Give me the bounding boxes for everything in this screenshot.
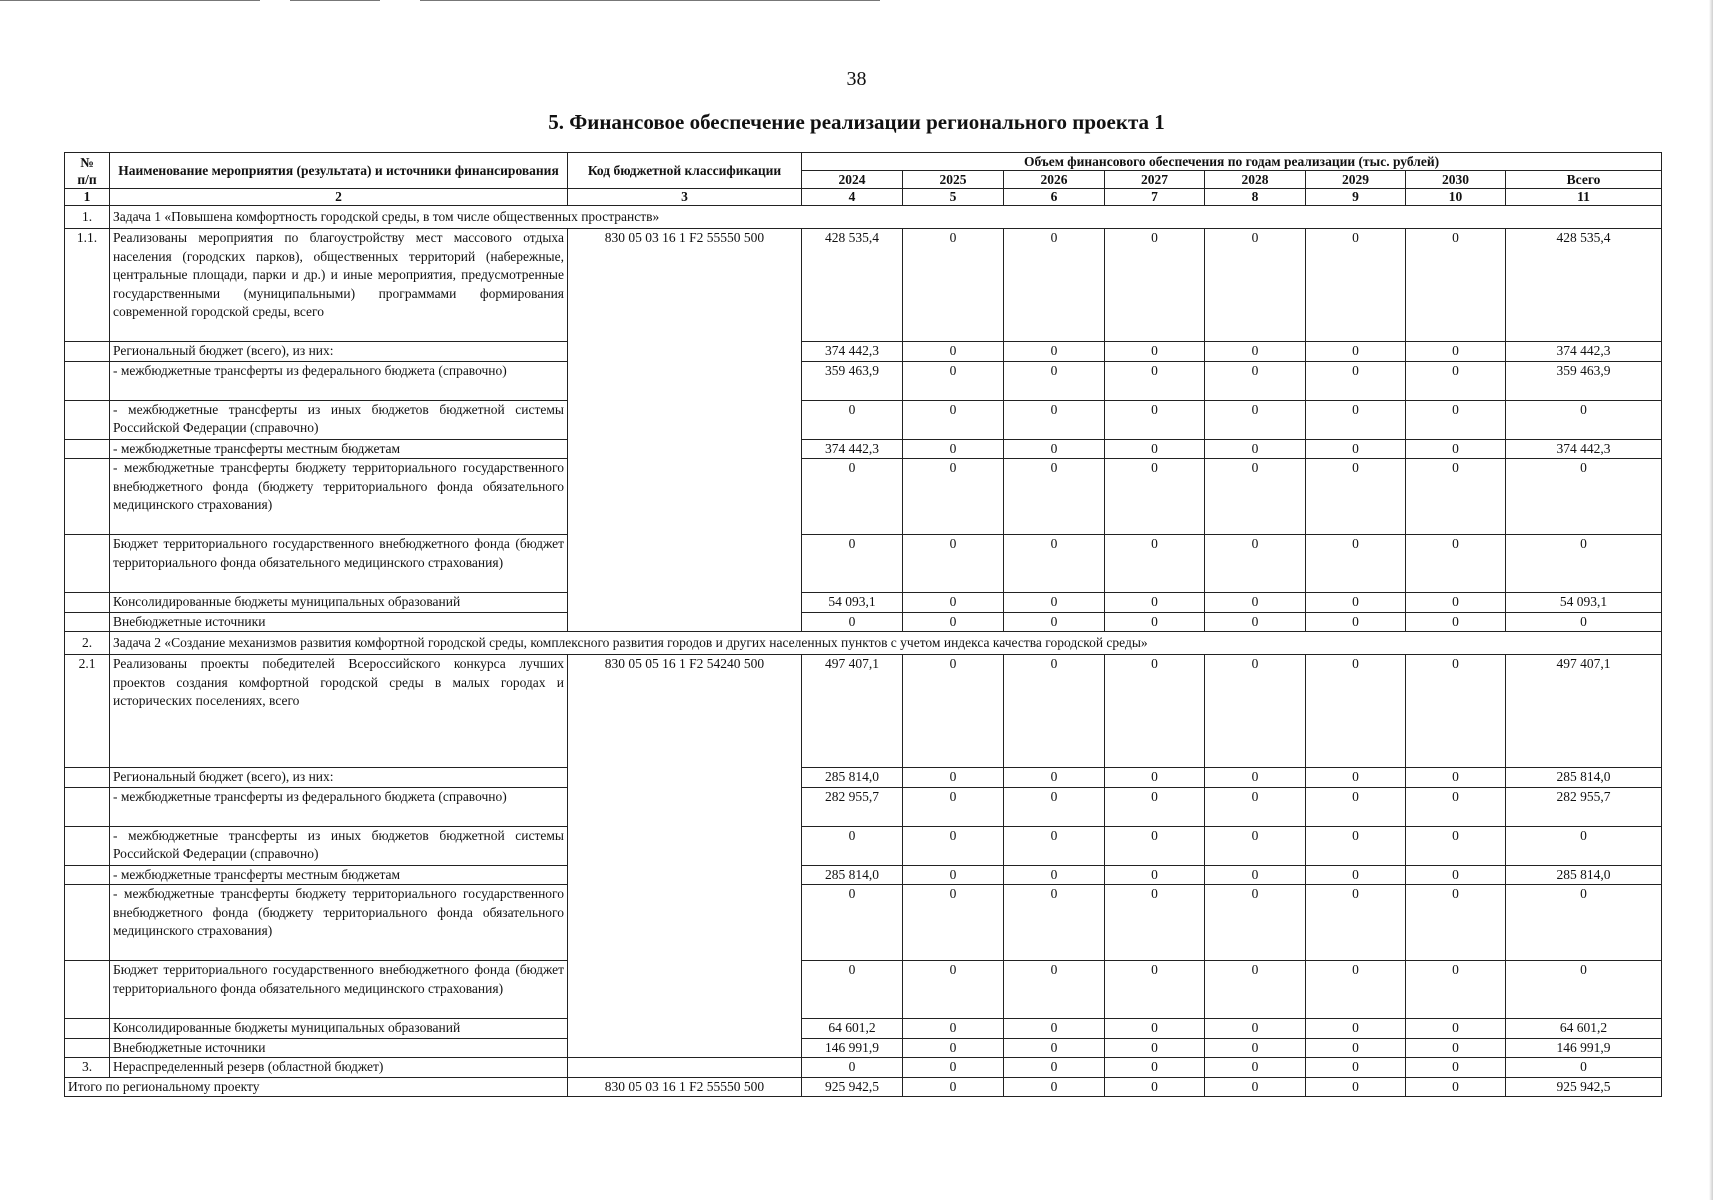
row-code — [568, 361, 802, 400]
value-cell: 0 — [1406, 400, 1506, 439]
value-cell: 0 — [1105, 593, 1205, 613]
row-num — [65, 459, 110, 535]
value-cell: 0 — [1406, 593, 1506, 613]
col-number: 1 — [65, 189, 110, 206]
value-cell: 0 — [1306, 885, 1406, 961]
scan-edge — [1709, 0, 1713, 1200]
value-cell: 0 — [903, 1077, 1004, 1097]
header-total: Всего — [1506, 171, 1662, 189]
value-cell: 0 — [802, 1058, 903, 1078]
value-cell: 0 — [903, 439, 1004, 459]
fund-budget-row — [65, 535, 1662, 593]
col-number: 4 — [802, 189, 903, 206]
task-num: 1. — [65, 206, 110, 229]
fund-budget-row — [65, 961, 1662, 1019]
value-cell: 0 — [1205, 612, 1306, 632]
value-cell: 0 — [903, 1058, 1004, 1078]
row-name: - межбюджетные трансферты из федерального бюджета (справочно) — [110, 361, 568, 400]
value-cell: 0 — [903, 593, 1004, 613]
value-cell: 0 — [1205, 1058, 1306, 1078]
header-year: 2024 — [802, 171, 903, 189]
row-code — [568, 826, 802, 865]
row-num — [65, 865, 110, 885]
row-name: - межбюджетные трансферты местным бюджетам — [110, 439, 568, 459]
value-cell: 0 — [802, 459, 903, 535]
value-cell: 374 442,3 — [802, 342, 903, 362]
row-name: Бюджет территориального государственного внебюджетного фонда (бюджет территориального фонда обязательного медицинского страхования) — [110, 535, 568, 593]
value-cell: 0 — [1004, 400, 1105, 439]
row-num — [65, 593, 110, 613]
value-cell: 0 — [1004, 593, 1105, 613]
value-cell: 0 — [903, 1019, 1004, 1039]
task-num: 2. — [65, 632, 110, 655]
value-cell: 0 — [1406, 1038, 1506, 1058]
reserve-row — [65, 1058, 1662, 1078]
value-cell: 0 — [1406, 865, 1506, 885]
municipal-budget-row — [65, 593, 1662, 613]
value-cell: 0 — [1306, 342, 1406, 362]
row-name: Консолидированные бюджеты муниципальных образований — [110, 593, 568, 613]
value-cell: 0 — [1205, 1019, 1306, 1039]
header-code: Код бюджетной классификации — [568, 153, 802, 189]
value-cell: 0 — [1205, 342, 1306, 362]
value-cell: 0 — [903, 612, 1004, 632]
row-name: Реализованы проекты победителей Всероссийского конкурса лучших проектов создания комфортной городской среды в малых городах и исторических поселениях, всего — [110, 655, 568, 768]
task-row — [65, 632, 1662, 655]
value-cell: 0 — [1205, 1077, 1306, 1097]
row-name: - межбюджетные трансферты из федерального бюджета (справочно) — [110, 787, 568, 826]
value-cell: 0 — [1205, 1038, 1306, 1058]
value-cell: 0 — [1506, 535, 1662, 593]
fund-transfers-row — [65, 885, 1662, 961]
row-num — [65, 1038, 110, 1058]
row-code: 830 05 03 16 1 F2 55550 500 — [568, 229, 802, 342]
header-num: № п/п — [65, 153, 110, 189]
value-cell: 0 — [903, 361, 1004, 400]
value-cell: 0 — [903, 865, 1004, 885]
header-year: 2028 — [1205, 171, 1306, 189]
value-cell: 0 — [1306, 593, 1406, 613]
value-cell: 0 — [802, 826, 903, 865]
value-cell: 0 — [1004, 1058, 1105, 1078]
row-num — [65, 787, 110, 826]
row-code — [568, 439, 802, 459]
value-cell: 0 — [1004, 1019, 1105, 1039]
row-code — [568, 1058, 802, 1078]
row-code — [568, 1019, 802, 1039]
col-number: 2 — [110, 189, 568, 206]
value-cell: 0 — [1105, 787, 1205, 826]
value-cell: 0 — [1205, 865, 1306, 885]
row-code — [568, 961, 802, 1019]
value-cell: 0 — [1406, 342, 1506, 362]
value-cell: 0 — [1406, 655, 1506, 768]
value-cell: 0 — [903, 400, 1004, 439]
value-cell: 0 — [802, 885, 903, 961]
value-cell: 0 — [1506, 612, 1662, 632]
value-cell: 0 — [1004, 612, 1105, 632]
municipal-budget-row — [65, 1019, 1662, 1039]
value-cell: 0 — [903, 826, 1004, 865]
value-cell: 0 — [1105, 768, 1205, 788]
local-transfers-row — [65, 865, 1662, 885]
row-code — [568, 342, 802, 362]
value-cell: 0 — [1105, 885, 1205, 961]
col-number: 10 — [1406, 189, 1506, 206]
value-cell: 0 — [1406, 361, 1506, 400]
value-cell: 0 — [1306, 961, 1406, 1019]
value-cell: 0 — [1306, 229, 1406, 342]
row-code — [568, 787, 802, 826]
value-cell: 0 — [1105, 865, 1205, 885]
value-cell: 0 — [1205, 535, 1306, 593]
value-cell: 0 — [1105, 655, 1205, 768]
other-transfers-row — [65, 400, 1662, 439]
value-cell: 0 — [1004, 229, 1105, 342]
value-cell: 0 — [1306, 612, 1406, 632]
value-cell: 0 — [1105, 342, 1205, 362]
value-cell: 282 955,7 — [802, 787, 903, 826]
value-cell: 0 — [1406, 612, 1506, 632]
row-num — [65, 826, 110, 865]
value-cell: 0 — [1406, 439, 1506, 459]
value-cell: 0 — [1205, 655, 1306, 768]
value-cell: 54 093,1 — [1506, 593, 1662, 613]
value-cell: 0 — [1306, 1058, 1406, 1078]
header-year: 2027 — [1105, 171, 1205, 189]
value-cell: 146 991,9 — [802, 1038, 903, 1058]
value-cell: 0 — [1205, 400, 1306, 439]
row-name: Консолидированные бюджеты муниципальных образований — [110, 1019, 568, 1039]
value-cell: 0 — [903, 229, 1004, 342]
header-name: Наименование мероприятия (результата) и источники финансирования — [110, 153, 568, 189]
value-cell: 359 463,9 — [802, 361, 903, 400]
value-cell: 0 — [1506, 459, 1662, 535]
row-num — [65, 400, 110, 439]
value-cell: 0 — [1306, 439, 1406, 459]
row-name: Бюджет территориального государственного внебюджетного фонда (бюджет территориального фонда обязательного медицинского страхования) — [110, 961, 568, 1019]
value-cell: 0 — [1306, 768, 1406, 788]
value-cell: 0 — [802, 961, 903, 1019]
value-cell: 0 — [1004, 1038, 1105, 1058]
value-cell: 0 — [1406, 1058, 1506, 1078]
value-cell: 0 — [1105, 439, 1205, 459]
value-cell: 285 814,0 — [802, 768, 903, 788]
value-cell: 285 814,0 — [1506, 865, 1662, 885]
regional-budget-row — [65, 768, 1662, 788]
value-cell: 0 — [1004, 439, 1105, 459]
local-transfers-row — [65, 439, 1662, 459]
value-cell: 0 — [1306, 361, 1406, 400]
col-number: 9 — [1306, 189, 1406, 206]
value-cell: 925 942,5 — [1506, 1077, 1662, 1097]
row-num — [65, 439, 110, 459]
value-cell: 0 — [903, 768, 1004, 788]
value-cell: 0 — [903, 787, 1004, 826]
total-label: Итого по региональному проекту — [65, 1077, 568, 1097]
col-number: 3 — [568, 189, 802, 206]
value-cell: 0 — [1506, 400, 1662, 439]
value-cell: 0 — [1306, 826, 1406, 865]
value-cell: 0 — [1306, 459, 1406, 535]
value-cell: 0 — [1004, 787, 1105, 826]
row-name: - межбюджетные трансферты бюджету территориального государственного внебюджетного фонда (бюджету территориального фонда обязательного медицинского страхования) — [110, 885, 568, 961]
column-numbers-row — [65, 189, 1662, 206]
value-cell: 0 — [1406, 885, 1506, 961]
value-cell: 0 — [903, 1038, 1004, 1058]
value-cell: 0 — [1205, 787, 1306, 826]
row-code — [568, 865, 802, 885]
row-code — [568, 768, 802, 788]
row-num — [65, 612, 110, 632]
value-cell: 0 — [802, 612, 903, 632]
value-cell: 0 — [1306, 400, 1406, 439]
value-cell: 0 — [1205, 885, 1306, 961]
value-cell: 0 — [1004, 1077, 1105, 1097]
value-cell: 64 601,2 — [802, 1019, 903, 1039]
value-cell: 428 535,4 — [802, 229, 903, 342]
value-cell: 0 — [1004, 961, 1105, 1019]
value-cell: 0 — [1306, 865, 1406, 885]
row-name: Внебюджетные источники — [110, 1038, 568, 1058]
value-cell: 0 — [1105, 229, 1205, 342]
row-num: 3. — [65, 1058, 110, 1078]
value-cell: 0 — [1205, 229, 1306, 342]
value-cell: 0 — [1506, 961, 1662, 1019]
value-cell: 0 — [802, 535, 903, 593]
header-volume: Объем финансового обеспечения по годам реализации (тыс. рублей) — [802, 153, 1662, 171]
value-cell: 285 814,0 — [802, 865, 903, 885]
fund-transfers-row — [65, 459, 1662, 535]
row-name: Региональный бюджет (всего), из них: — [110, 768, 568, 788]
value-cell: 54 093,1 — [802, 593, 903, 613]
value-cell: 0 — [1506, 1058, 1662, 1078]
page-number: 38 — [846, 68, 867, 90]
value-cell: 374 442,3 — [802, 439, 903, 459]
total-row — [65, 1077, 1662, 1097]
value-cell: 0 — [1105, 1058, 1205, 1078]
header-year: 2030 — [1406, 171, 1506, 189]
value-cell: 497 407,1 — [1506, 655, 1662, 768]
value-cell: 0 — [1205, 439, 1306, 459]
value-cell: 0 — [1406, 229, 1506, 342]
value-cell: 0 — [1004, 459, 1105, 535]
value-cell: 428 535,4 — [1506, 229, 1662, 342]
header-year: 2029 — [1306, 171, 1406, 189]
value-cell: 0 — [1004, 361, 1105, 400]
federal-transfers-row — [65, 787, 1662, 826]
value-cell: 359 463,9 — [1506, 361, 1662, 400]
value-cell: 0 — [1406, 826, 1506, 865]
value-cell: 64 601,2 — [1506, 1019, 1662, 1039]
value-cell: 0 — [903, 459, 1004, 535]
header-year: 2026 — [1004, 171, 1105, 189]
value-cell: 0 — [1205, 593, 1306, 613]
row-name: - межбюджетные трансферты из иных бюджетов бюджетной системы Российской Федерации (справочно) — [110, 826, 568, 865]
value-cell: 0 — [1105, 1019, 1205, 1039]
header-year: 2025 — [903, 171, 1004, 189]
value-cell: 0 — [1306, 1038, 1406, 1058]
row-code — [568, 400, 802, 439]
page-title: 5. Финансовое обеспечение реализации регионального проекта 1 — [548, 110, 1165, 134]
row-num — [65, 1019, 110, 1039]
row-name: - межбюджетные трансферты местным бюджетам — [110, 865, 568, 885]
total-code: 830 05 03 16 1 F2 55550 500 — [568, 1077, 802, 1097]
row-code — [568, 612, 802, 632]
value-cell: 0 — [903, 342, 1004, 362]
row-name: - межбюджетные трансферты из иных бюджетов бюджетной системы Российской Федерации (справочно) — [110, 400, 568, 439]
value-cell: 925 942,5 — [802, 1077, 903, 1097]
value-cell: 0 — [1105, 1038, 1205, 1058]
value-cell: 374 442,3 — [1506, 439, 1662, 459]
row-name: - межбюджетные трансферты бюджету территориального государственного внебюджетного фонда (бюджету территориального фонда обязательного медицинского страхования) — [110, 459, 568, 535]
value-cell: 0 — [1506, 885, 1662, 961]
value-cell: 0 — [1105, 535, 1205, 593]
value-cell: 0 — [1506, 826, 1662, 865]
row-code: 830 05 05 16 1 F2 54240 500 — [568, 655, 802, 768]
value-cell: 0 — [1406, 1019, 1506, 1039]
row-code — [568, 459, 802, 535]
row-num: 2.1 — [65, 655, 110, 768]
extrabudget-row — [65, 1038, 1662, 1058]
value-cell: 0 — [903, 885, 1004, 961]
value-cell: 0 — [1105, 961, 1205, 1019]
other-transfers-row — [65, 826, 1662, 865]
value-cell: 0 — [1406, 787, 1506, 826]
value-cell: 0 — [1205, 961, 1306, 1019]
value-cell: 0 — [1406, 961, 1506, 1019]
row-name: Нераспределенный резерв (областной бюджет) — [110, 1058, 568, 1078]
value-cell: 0 — [1205, 768, 1306, 788]
row-code — [568, 1038, 802, 1058]
value-cell: 0 — [1306, 1077, 1406, 1097]
row-name: Внебюджетные источники — [110, 612, 568, 632]
row-num — [65, 961, 110, 1019]
value-cell: 0 — [1306, 655, 1406, 768]
activity-total-row — [65, 229, 1662, 342]
value-cell: 0 — [1004, 865, 1105, 885]
value-cell: 0 — [1306, 1019, 1406, 1039]
task-row — [65, 206, 1662, 229]
value-cell: 0 — [1205, 459, 1306, 535]
task-text: Задача 2 «Создание механизмов развития комфортной городской среды, комплексного развития городов и других населенных пунктов с учетом индекса качества городской среды» — [110, 632, 1662, 655]
row-num — [65, 535, 110, 593]
col-number: 5 — [903, 189, 1004, 206]
value-cell: 0 — [1004, 826, 1105, 865]
value-cell: 0 — [1406, 535, 1506, 593]
value-cell: 0 — [1105, 826, 1205, 865]
value-cell: 0 — [1105, 459, 1205, 535]
value-cell: 0 — [1004, 768, 1105, 788]
value-cell: 0 — [1306, 535, 1406, 593]
value-cell: 0 — [1406, 1077, 1506, 1097]
value-cell: 0 — [1406, 459, 1506, 535]
regional-budget-row — [65, 342, 1662, 362]
value-cell: 0 — [1004, 655, 1105, 768]
row-name: Реализованы мероприятия по благоустройству мест массового отдыха населения (городских парков), общественных территорий (набережные, центральные площади, парки и др.) и иные мероприятия, предусмотренные государственными (муниципальными) программами формирования современной городской среды, всего — [110, 229, 568, 342]
value-cell: 282 955,7 — [1506, 787, 1662, 826]
value-cell: 0 — [1306, 787, 1406, 826]
header-row — [65, 153, 1662, 171]
value-cell: 0 — [1004, 535, 1105, 593]
row-num — [65, 768, 110, 788]
value-cell: 0 — [1105, 612, 1205, 632]
value-cell: 0 — [1105, 361, 1205, 400]
row-num — [65, 361, 110, 400]
row-num: 1.1. — [65, 229, 110, 342]
value-cell: 0 — [1205, 361, 1306, 400]
task-text: Задача 1 «Повышена комфортность городской среды, в том числе общественных пространств» — [110, 206, 1662, 229]
financing-table — [64, 152, 1662, 1097]
value-cell: 0 — [1004, 342, 1105, 362]
col-number: 11 — [1506, 189, 1662, 206]
row-code — [568, 535, 802, 593]
row-code — [568, 593, 802, 613]
value-cell: 0 — [903, 655, 1004, 768]
value-cell: 0 — [903, 535, 1004, 593]
value-cell: 0 — [1406, 768, 1506, 788]
value-cell: 146 991,9 — [1506, 1038, 1662, 1058]
value-cell: 0 — [1105, 400, 1205, 439]
col-number: 7 — [1105, 189, 1205, 206]
value-cell: 0 — [1004, 885, 1105, 961]
row-num — [65, 885, 110, 961]
value-cell: 0 — [903, 961, 1004, 1019]
value-cell: 0 — [802, 400, 903, 439]
value-cell: 0 — [1105, 1077, 1205, 1097]
col-number: 6 — [1004, 189, 1105, 206]
value-cell: 0 — [1205, 826, 1306, 865]
value-cell: 497 407,1 — [802, 655, 903, 768]
row-num — [65, 342, 110, 362]
value-cell: 374 442,3 — [1506, 342, 1662, 362]
col-number: 8 — [1205, 189, 1306, 206]
value-cell: 285 814,0 — [1506, 768, 1662, 788]
federal-transfers-row — [65, 361, 1662, 400]
row-name: Региональный бюджет (всего), из них: — [110, 342, 568, 362]
extrabudget-row — [65, 612, 1662, 632]
row-code — [568, 885, 802, 961]
activity-total-row — [65, 655, 1662, 768]
